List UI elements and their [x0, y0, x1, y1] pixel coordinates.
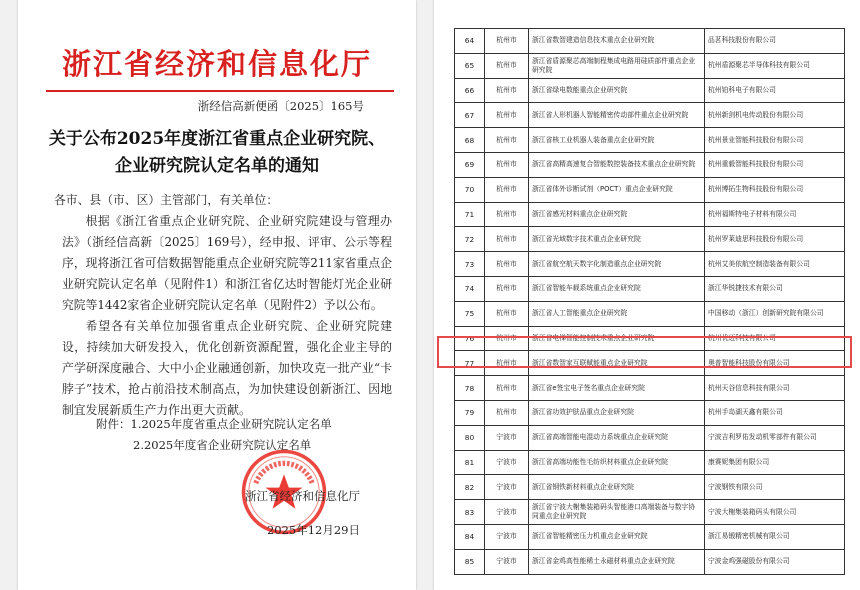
- row-institute: 浙江省金鸡高性能稀土永磁材料重点企业研究院: [529, 549, 705, 574]
- row-institute: 浙江省人形机器人智能精密传动部件重点企业研究院: [529, 103, 705, 128]
- row-institute: 浙江省盾源聚芯高端制程集成电路用硅质部件重点企业研究院: [529, 53, 705, 78]
- row-number: 71: [455, 202, 485, 227]
- roster-table-body: [455, 29, 845, 575]
- roster-page: [434, 0, 860, 590]
- row-institute: 浙江省e签宝电子签名重点企业研究院: [529, 376, 705, 401]
- row-number: 67: [455, 103, 485, 128]
- table-row: [455, 103, 845, 128]
- row-company: 杭州艾美依航空制造装备有限公司: [705, 252, 845, 277]
- row-institute: 浙江省航空航天数字化制造重点企业研究院: [529, 252, 705, 277]
- row-city: 杭州市: [485, 376, 529, 401]
- row-company: 杭州手岛湖天鑫有限公司: [705, 400, 845, 425]
- row-number: 77: [455, 351, 485, 376]
- row-city: 杭州市: [485, 326, 529, 351]
- row-number: 75: [455, 301, 485, 326]
- row-company: 宁波金鸡强磁股份有限公司: [705, 549, 845, 574]
- table-row: [455, 78, 845, 103]
- row-institute: 浙江省人工智能重点企业研究院: [529, 301, 705, 326]
- table-row: [455, 152, 845, 177]
- notice-page: [18, 0, 416, 590]
- body-paragraph-2: 希望各有关单位加强省重点企业研究院、企业研究院建设，持续加大研发投入，优化创新资源配置，强化企业主导的产学研深度融合、大中小企业融通创新，加快攻克一批产业“卡脖子”技术，抢占前沿技术制高点，为加快建设创新浙江、因地制宜发展新质生产力作出更大贡献。: [62, 319, 392, 417]
- signature-block: [245, 488, 360, 556]
- row-city: 宁波市: [485, 425, 529, 450]
- row-city: 宁波市: [485, 475, 529, 500]
- row-number: 70: [455, 177, 485, 202]
- row-number: 68: [455, 128, 485, 153]
- row-city: 杭州市: [485, 103, 529, 128]
- row-city: 杭州市: [485, 152, 529, 177]
- row-institute: 浙江省绿电数能重点企业研究院: [529, 78, 705, 103]
- row-number: 72: [455, 227, 485, 252]
- table-row: [455, 400, 845, 425]
- row-institute: 浙江省数智建造信息技术重点企业研究院: [529, 29, 705, 54]
- row-city: 杭州市: [485, 351, 529, 376]
- row-company: 宁波大榭集装箱码头有限公司: [705, 500, 845, 525]
- table-row: [455, 475, 845, 500]
- row-company: 品茗科技股份有限公司: [705, 29, 845, 54]
- row-company: 杭州罗莱迪思科技股份有限公司: [705, 227, 845, 252]
- table-row: [455, 524, 845, 549]
- signature-org: 浙江省经济和信息化厅: [245, 489, 360, 503]
- table-row: [455, 376, 845, 401]
- row-city: 杭州市: [485, 276, 529, 301]
- document-number: 浙经信高新便函〔2025〕165号: [197, 99, 364, 113]
- table-row: [455, 53, 845, 78]
- row-company: 杭州铂科电子有限公司: [705, 78, 845, 103]
- row-number: 78: [455, 376, 485, 401]
- table-row: [455, 425, 845, 450]
- row-institute: 浙江省宁波大榭集装箱码头智能港口高端装备与数字协同重点企业研究院: [529, 500, 705, 525]
- row-number: 65: [455, 53, 485, 78]
- row-institute: 浙江省智能精密压力机重点企业研究院: [529, 524, 705, 549]
- row-number: 81: [455, 450, 485, 475]
- row-number: 85: [455, 549, 485, 574]
- signature-date: 2025年12月29日: [266, 523, 360, 537]
- row-number: 69: [455, 152, 485, 177]
- row-number: 82: [455, 475, 485, 500]
- row-institute: 浙江省钢铁新材料重点企业研究院: [529, 475, 705, 500]
- row-number: 84: [455, 524, 485, 549]
- row-city: 杭州市: [485, 252, 529, 277]
- row-company: 杭州天谷信息科技有限公司: [705, 376, 845, 401]
- table-row: [455, 202, 845, 227]
- table-row: [455, 177, 845, 202]
- row-city: 宁波市: [485, 549, 529, 574]
- row-institute: 浙江省电梯智能控制技术重点企业研究院: [529, 326, 705, 351]
- row-company: 杭州景业智能科技股份有限公司: [705, 128, 845, 153]
- row-city: 杭州市: [485, 301, 529, 326]
- row-number: 66: [455, 78, 485, 103]
- row-city: 杭州市: [485, 128, 529, 153]
- row-company: 宁波钢铁有限公司: [705, 475, 845, 500]
- table-row: [455, 29, 845, 54]
- table-row: [455, 549, 845, 574]
- row-company: 康赛妮集团有限公司: [705, 450, 845, 475]
- highlighted-row-box: [437, 336, 852, 368]
- row-company: 杭州福斯特电子材料有限公司: [705, 202, 845, 227]
- row-number: 64: [455, 29, 485, 54]
- row-city: 杭州市: [485, 202, 529, 227]
- row-company: 浙江易锻精密机械有限公司: [705, 524, 845, 549]
- row-city: 杭州市: [485, 53, 529, 78]
- row-institute: 浙江省高端功能性毛纺织材料重点企业研究院: [529, 450, 705, 475]
- row-city: 杭州市: [485, 177, 529, 202]
- row-institute: 浙江省高端智能电混动力系统重点企业研究院: [529, 425, 705, 450]
- salutation: 各市、县（市、区）主管部门，有关单位：: [54, 193, 279, 207]
- row-institute: 浙江省体外诊断试剂（POCT）重点企业研究院: [529, 177, 705, 202]
- notice-title-line1: 关于公布2025年度浙江省重点企业研究院、: [48, 129, 386, 149]
- attachment-item: 2.2025年度省企业研究院认定名单: [133, 438, 312, 452]
- table-row: [455, 276, 845, 301]
- row-number: 80: [455, 425, 485, 450]
- row-institute: 浙江省核工业机器人装备重点企业研究院: [529, 128, 705, 153]
- table-row: [455, 128, 845, 153]
- row-city: 杭州市: [485, 400, 529, 425]
- row-number: 79: [455, 400, 485, 425]
- row-city: 杭州市: [485, 29, 529, 54]
- row-company: 杭州优迈科技有限公司: [705, 326, 845, 351]
- table-row: [455, 301, 845, 326]
- row-company: 杭州博拓生物科技股份有限公司: [705, 177, 845, 202]
- row-company: 宁波吉利罗佑发动机零部件有限公司: [705, 425, 845, 450]
- row-company: 杭州新剑机电传动股份有限公司: [705, 103, 845, 128]
- table-row: [455, 450, 845, 475]
- row-number: 73: [455, 252, 485, 277]
- row-institute: 浙江省光域数字技术重点企业研究院: [529, 227, 705, 252]
- body-paragraph-1: 根据《浙江省重点企业研究院、企业研究院建设与管理办法》（浙经信高新〔2025〕169号），经申报、评审、公示等程序，现将浙江省可信数据智能重点企业研究院等211家省重点企业研究院认定名单（见附件1）和浙江省亿达时智能灯光企业研究院等1442家省企业研究院认定名单（见附件2）予以公布。: [62, 214, 392, 312]
- table-row: [455, 227, 845, 252]
- row-company: 浙江华锐捷技术有限公司: [705, 276, 845, 301]
- row-institute: 浙江省功效护肤品重点企业研究院: [529, 400, 705, 425]
- table-row: [455, 252, 845, 277]
- row-city: 杭州市: [485, 227, 529, 252]
- row-city: 杭州市: [485, 78, 529, 103]
- row-company: 中国移动（浙江）创新研究院有限公司: [705, 301, 845, 326]
- institute-roster-table: [454, 28, 845, 575]
- row-number: 83: [455, 500, 485, 525]
- table-row: [455, 500, 845, 525]
- row-city: 宁波市: [485, 524, 529, 549]
- red-divider-line: [46, 90, 394, 92]
- row-institute: 浙江省智能车载系统重点企业研究院: [529, 276, 705, 301]
- row-number: 74: [455, 276, 485, 301]
- row-city: 宁波市: [485, 450, 529, 475]
- notice-title: [18, 126, 416, 180]
- row-city: 宁波市: [485, 500, 529, 525]
- row-company: 杭州盾源聚芯半导体科技有限公司: [705, 53, 845, 78]
- notice-title-line2: 企业研究院认定名单的通知: [115, 156, 319, 176]
- row-institute: 浙江省高精高速复合智能数控装备技术重点企业研究院: [529, 152, 705, 177]
- row-company: 杭州重毅智能科技股份有限公司: [705, 152, 845, 177]
- attachment-item: 附件：1.2025年度省重点企业研究院认定名单: [96, 417, 332, 431]
- row-number: 76: [455, 326, 485, 351]
- row-institute: 浙江省数智家互联赋能重点企业研究院: [529, 351, 705, 376]
- row-institute: 浙江省感光材料重点企业研究院: [529, 202, 705, 227]
- agency-header: 浙江省经济和信息化厅: [61, 47, 372, 81]
- row-company: 奥普智能科技股份有限公司: [705, 351, 845, 376]
